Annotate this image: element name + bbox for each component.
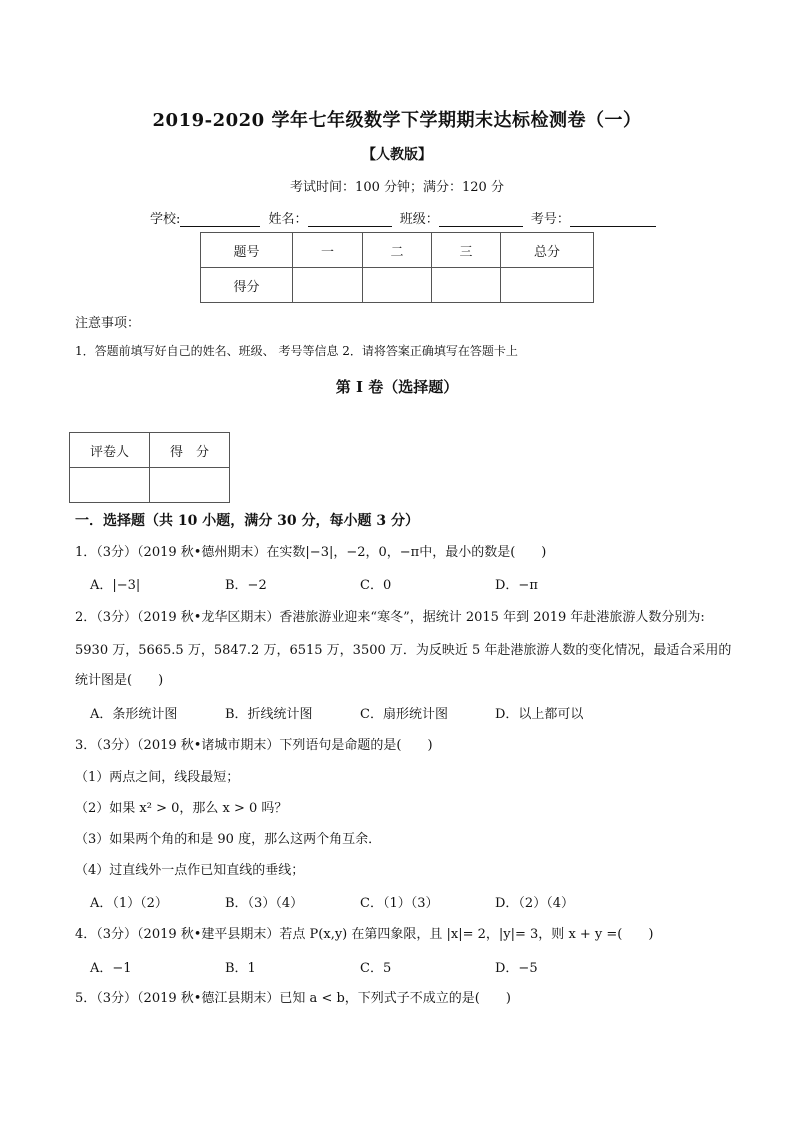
option-b: B．折线统计图 [225, 707, 313, 722]
score-header-cell: 一 [293, 233, 363, 268]
question-2-stem-line-1: 2．（3分）（2019 秋•龙华区期末）香港旅游业迎来“寒冬”，据统计 2015 年到 2019 年赴港旅游人数分别为: [75, 610, 705, 625]
option-a: A．|−3| [90, 578, 141, 593]
exam-info: 考试时间：100 分钟；满分：120 分 [290, 180, 504, 195]
class-blank [439, 213, 523, 227]
question-3-statement-2: （2）如果 x² > 0，那么 x > 0 吗？ [75, 801, 288, 816]
notes-text: 1．答题前填写好自己的姓名、班级、 考号等信息 2．请将答案正确填写在答题卡上 [75, 344, 518, 358]
option-a: A．条形统计图 [90, 707, 178, 722]
grader-table [69, 432, 230, 503]
option-b: B．1 [225, 961, 256, 976]
section-title: 第 I 卷（选择题） [335, 378, 459, 396]
option-c: C．0 [360, 578, 392, 593]
score-table-header-row [201, 233, 594, 268]
number-label: 考号： [530, 212, 570, 227]
option-d: D．−π [495, 578, 538, 593]
option-c: C．（1）（3） [360, 896, 439, 911]
option-a: A．−1 [90, 961, 132, 976]
question-3-options [90, 892, 630, 911]
option-a: A．（1）（2） [90, 896, 168, 911]
question-3-statement-3: （3）如果两个角的和是 90 度，那么这两个角互余． [75, 832, 382, 847]
question-3-stem-line-1: 3．（3分）（2019 秋•诸城市期末）下列语句是命题的是( ) [75, 738, 433, 753]
question-3-statement-4: （4）过直线外一点作已知直线的垂线； [75, 863, 305, 878]
page-title: 2019-2020 学年七年级数学下学期期末达标检测卷（一） [152, 110, 642, 131]
question-5-stem: 5．（3分）（2019 秋•德江县期末）已知 a < b，下列式子不成立的是( ) [75, 991, 511, 1006]
option-d: D．以上都可以 [495, 707, 584, 722]
question-3-statement-1: （1）两点之间，线段最短； [75, 770, 240, 785]
question-4-options [90, 957, 630, 976]
question-1-options [90, 574, 630, 593]
name-blank [308, 213, 392, 227]
option-d: D．−5 [495, 961, 538, 976]
score-header-cell: 总分 [501, 233, 594, 268]
number-blank [570, 213, 656, 227]
option-d: D．（2）（4） [495, 896, 574, 911]
notes-heading: 注意事项： [75, 316, 141, 331]
score-table [200, 232, 594, 303]
score-row-label: 得分 [201, 268, 293, 303]
grader-blank-row [70, 468, 230, 503]
option-c: C．5 [360, 961, 392, 976]
grader-score-label: 得 分 [150, 433, 230, 468]
school-blank [180, 213, 260, 227]
score-header-cell: 三 [432, 233, 501, 268]
part-title: 一．选择题（共 10 小题，满分 30 分，每小题 3 分） [75, 513, 419, 529]
grader-cell [150, 468, 230, 503]
question-1-stem: 1．（3分）（2019 秋•德州期末）在实数|−3|，−2，0，−π中，最小的数是( ) [75, 545, 547, 560]
question-2-options [90, 703, 630, 722]
edition-label: 【人教版】 [362, 147, 432, 163]
option-b: B．−2 [225, 578, 267, 593]
score-header-cell: 二 [363, 233, 432, 268]
name-label: 姓名： [268, 212, 308, 227]
score-cell [432, 268, 501, 303]
grader-reviewer-label: 评卷人 [70, 433, 150, 468]
question-4-stem: 4．（3分）（2019 秋•建平县期末）若点 P(x,y) 在第四象限，且 |x|= 2，|y|= 3，则 x + y =( ) [75, 927, 654, 942]
score-cell [363, 268, 432, 303]
student-info-row [150, 208, 660, 227]
school-label: 学校: [150, 212, 181, 227]
score-cell [293, 268, 363, 303]
grader-header-row [70, 433, 230, 468]
option-c: C．扇形统计图 [360, 707, 448, 722]
grader-cell [70, 468, 150, 503]
score-table-score-row [201, 268, 594, 303]
class-label: 班级： [399, 212, 439, 227]
score-header-cell: 题号 [201, 233, 293, 268]
question-2-stem-line-2: 5930 万，5665.5 万，5847.2 万，6515 万，3500 万．为反映近 5 年赴港旅游人数的变化情况，最适合采用的 [75, 643, 732, 658]
option-b: B．（3）（4） [225, 896, 304, 911]
score-cell [501, 268, 594, 303]
question-2-stem-line-3: 统计图是( ) [75, 673, 164, 688]
